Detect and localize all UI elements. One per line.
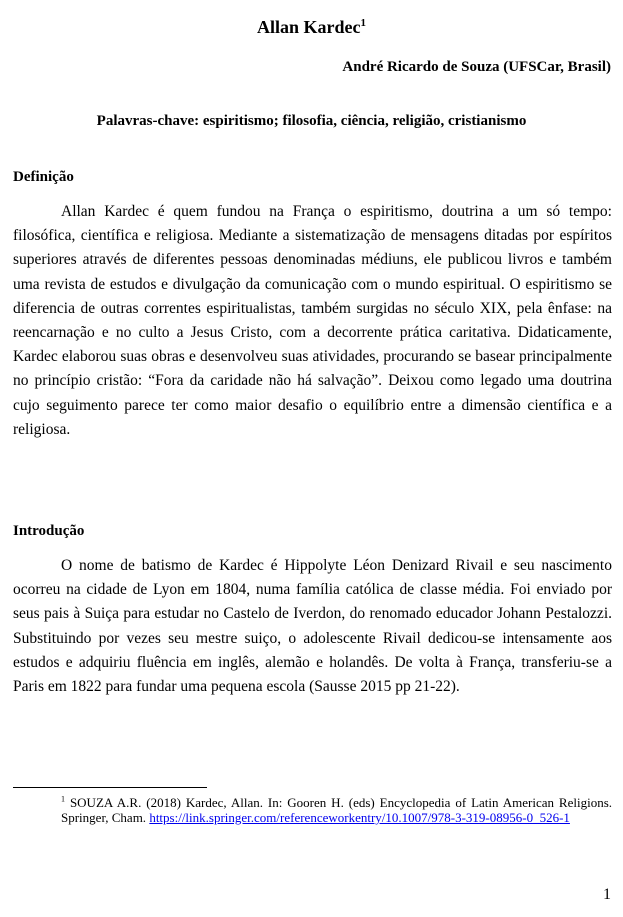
footnote-separator xyxy=(13,787,207,788)
title-footnote-mark[interactable]: 1 xyxy=(360,17,366,29)
document-title xyxy=(0,16,623,38)
section-paragraph-definicao: Allan Kardec é quem fundou na França o espiritismo, doutrina a um só tempo: filosófica, científica e religiosa. Mediante a sistematização de mensagens ditadas por espíritos superiores através de diferentes pessoas denominadas médiuns, ele publicou livros e também uma revista de estudos e divulgação da comunicação com o mundo espiritual. O espiritismo se diferencia de outras correntes espiritualistas, também surgidas no século XIX, pela ênfase: na reencarnação e no culto a Jesus Cristo, com a decorrente prática caritativa. Didaticamente, Kardec elaborou suas obras e desenvolveu suas atividades, procurando se basear principalmente no princípio cristão: “Fora da caridade não há salvação”. Deixou como legado uma doutrina cujo seguimento parece ter como maior desafio o equilíbrio entre a dimensão científica e a religiosa. xyxy=(13,203,612,438)
section-heading-introducao: Introdução xyxy=(13,523,85,539)
footnote-text: SOUZA A.R. (2018) Kardec, Allan. In: Gooren H. (eds) Encyclopedia of Latin American Religions. Springer, Cham. xyxy=(61,795,613,825)
title-text: Allan Kardec xyxy=(257,17,361,37)
footnote-mark: 1 xyxy=(61,794,65,804)
section-paragraph-introducao: O nome de batismo de Kardec é Hippolyte Léon Denizard Rivail e seu nascimento ocorreu na cidade de Lyon em 1804, numa família católica de classe média. Foi enviado por seus pais à Suiça para estudar no Castelo de Iverdon, do renomado educador Johann Pestalozzi. Substituindo por vezes seu mestre suiço, o adolescente Rivail dedicou-se intensamente aos estudos e adquiriu fluência em inglês, alemão e holandês. De volta à França, transferiu-se a Paris em 1822 para fundar uma pequena escola (Sausse 2015 pp 21-22). xyxy=(13,557,612,696)
keywords-line: Palavras-chave: espiritismo; filosofia, ciência, religião, cristianismo xyxy=(96,113,527,129)
section-heading-definicao: Definição xyxy=(13,169,74,185)
footnote-link[interactable]: https://link.springer.com/referenceworkentry/10.1007/978-3-319-08956-0_526-1 xyxy=(149,810,570,825)
footnote xyxy=(61,795,612,825)
author-line: André Ricardo de Souza (UFSCar, Brasil) xyxy=(342,59,611,75)
page-number: 1 xyxy=(603,886,611,903)
